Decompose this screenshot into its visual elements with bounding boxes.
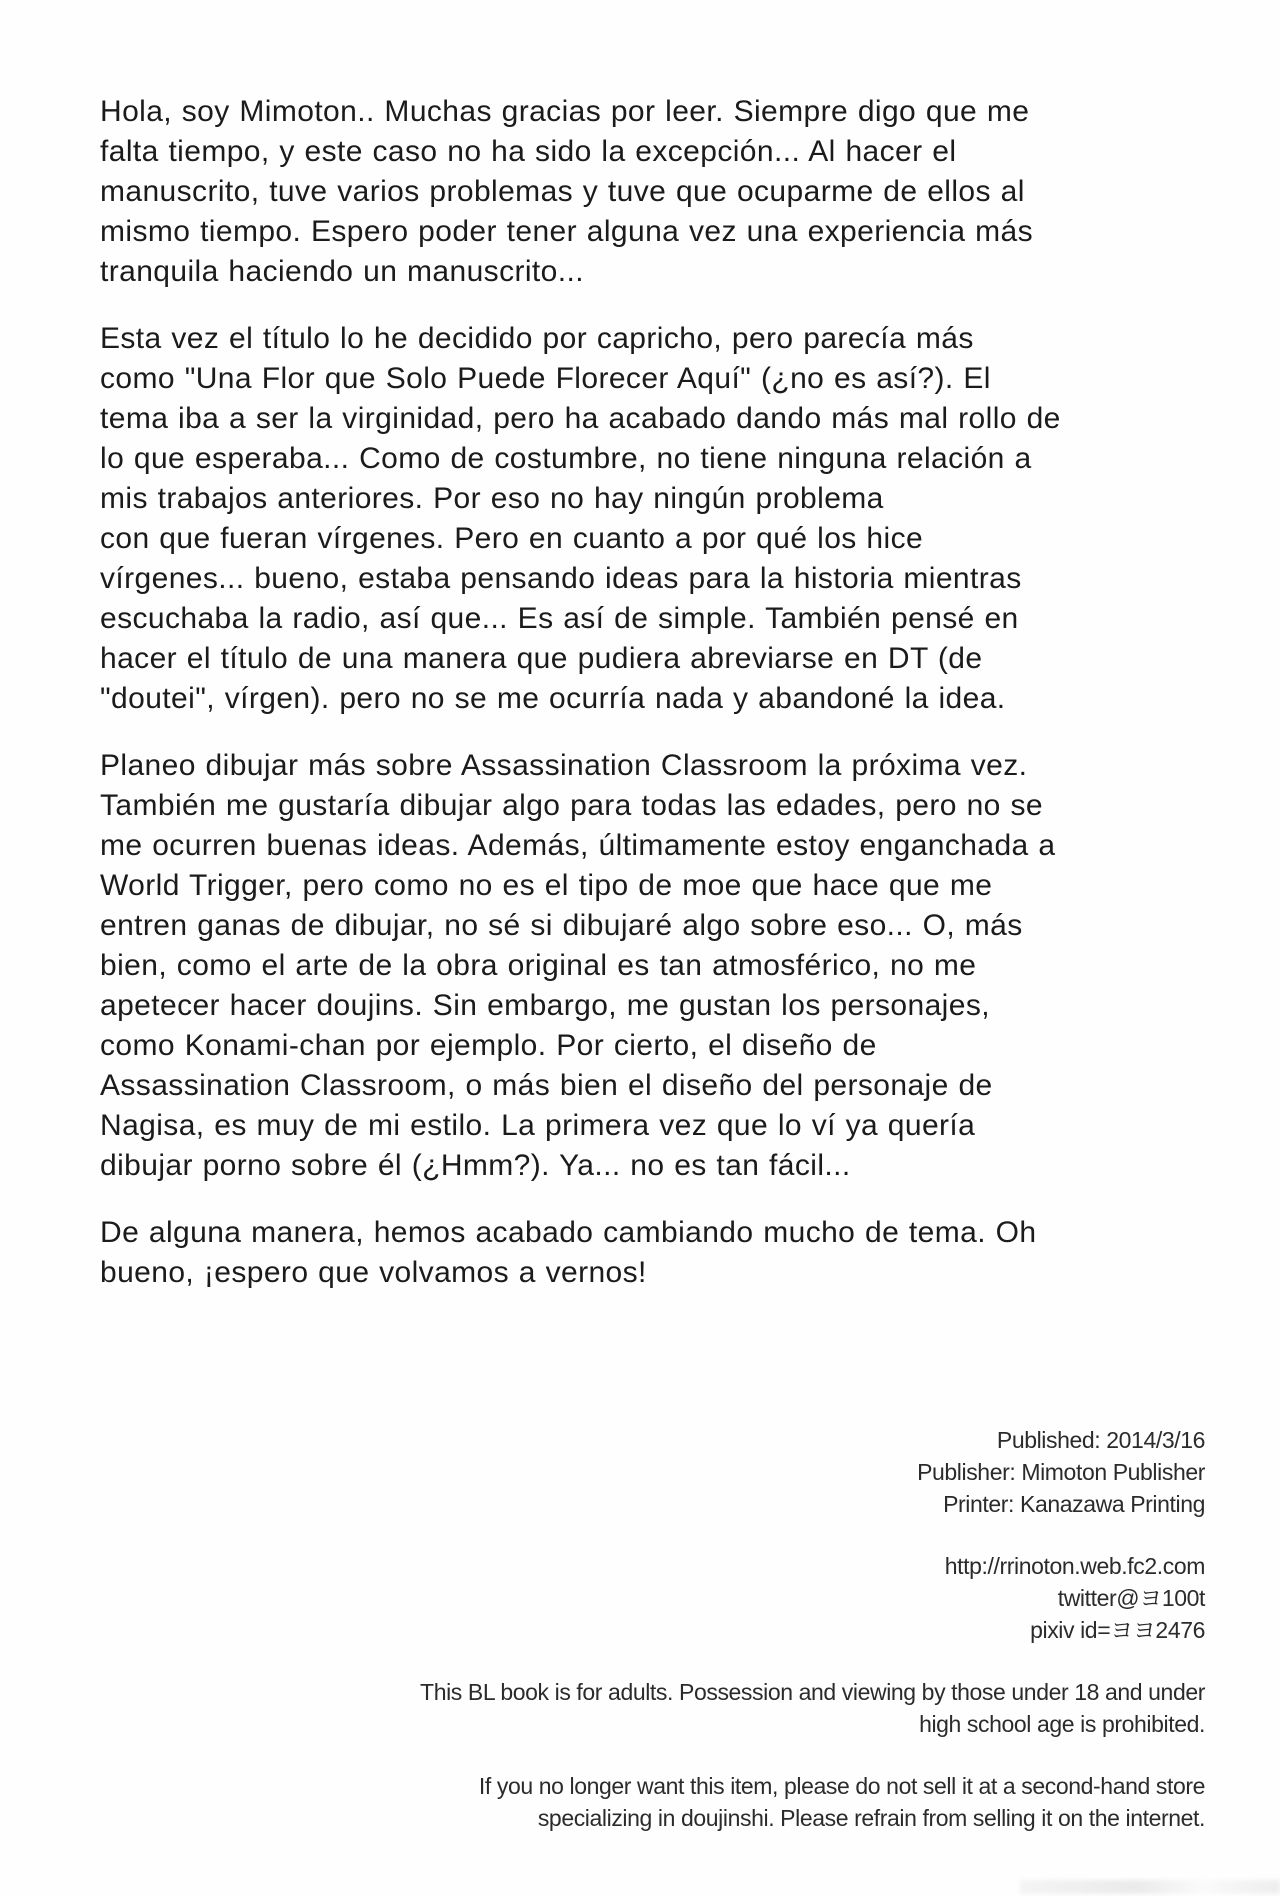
text-line: me ocurren buenas ideas. Además, últimamente estoy enganchada a (100, 829, 1056, 862)
text-line: high school age is prohibited. (919, 1711, 1205, 1737)
colophon (205, 1424, 1205, 1864)
text-line: http://rrinoton.web.fc2.com (944, 1553, 1205, 1579)
afterword-paragraph-farewell (100, 1213, 1200, 1293)
text-line: como "Una Flor que Solo Puede Florecer Aquí" (¿no es así?). El (100, 362, 991, 395)
contact-info (205, 1550, 1205, 1646)
afterword-paragraph-greeting (100, 92, 1200, 292)
text-line: tema iba a ser la virginidad, pero ha acabado dando más mal rollo de (100, 402, 1061, 435)
text-line: Assassination Classroom, o más bien el diseño del personaje de (100, 1069, 993, 1102)
text-line: World Trigger, pero como no es el tipo de moe que hace que me (100, 869, 993, 902)
text-line: manuscrito, tuve varios problemas y tuve que ocuparme de ellos al (100, 175, 1025, 208)
text-line: De alguna manera, hemos acabado cambiando mucho de tema. Oh (100, 1216, 1037, 1249)
text-line: como Konami-chan por ejemplo. Por cierto, el diseño de (100, 1029, 877, 1062)
text-line: bueno, ¡espero que volvamos a vernos! (100, 1256, 647, 1289)
text-line: mismo tiempo. Espero poder tener alguna vez una experiencia más (100, 215, 1034, 248)
text-line: lo que esperaba... Como de costumbre, no tiene ninguna relación a (100, 442, 1032, 475)
text-line: vírgenes... bueno, estaba pensando ideas para la historia mientras (100, 562, 1022, 595)
text-line: Esta vez el título lo he decidido por capricho, pero parecía más (100, 322, 974, 355)
resale-notice (205, 1770, 1205, 1834)
text-line: entren ganas de dibujar, no sé si dibujaré algo sobre eso... O, más (100, 909, 1023, 942)
text-line: escuchaba la radio, así que... Es así de simple. También pensé en (100, 602, 1019, 635)
text-line: falta tiempo, y este caso no ha sido la excepción... Al hacer el (100, 135, 957, 168)
text-line: apetecer hacer doujins. Sin embargo, me gustan los personajes, (100, 989, 990, 1022)
text-line: Planeo dibujar más sobre Assassination Classroom la próxima vez. (100, 749, 1028, 782)
text-line: dibujar porno sobre él (¿Hmm?). Ya... no es tan fácil... (100, 1149, 851, 1182)
text-line: Published: 2014/3/16 (996, 1427, 1205, 1453)
text-line: mis trabajos anteriores. Por eso no hay ningún problema (100, 482, 884, 515)
afterword-paragraph-title-explanation (100, 319, 1200, 719)
age-restriction-notice (205, 1676, 1205, 1740)
text-line: "doutei", vírgen). pero no se me ocurría nada y abandoné la idea. (100, 682, 1006, 715)
text-line: con que fueran vírgenes. Pero en cuanto a por qué los hice (100, 522, 924, 555)
publication-info (205, 1424, 1205, 1520)
text-line: This BL book is for adults. Possession and viewing by those under 18 and under (420, 1679, 1205, 1705)
text-line: twitter@ヨ100t (1057, 1585, 1205, 1611)
text-line: Printer: Kanazawa Printing (943, 1491, 1205, 1517)
text-line: hacer el título de una manera que pudiera abreviarse en DT (de (100, 642, 983, 675)
afterword-text (100, 92, 1200, 1320)
text-line: Publisher: Mimoton Publisher (917, 1459, 1205, 1485)
text-line: Hola, soy Mimoton.. Muchas gracias por leer. Siempre digo que me (100, 95, 1030, 128)
text-line: pixiv id=ヨヨ2476 (1030, 1617, 1205, 1643)
text-line: bien, como el arte de la obra original es tan atmosférico, no me (100, 949, 977, 982)
text-line: tranquila haciendo un manuscrito... (100, 255, 584, 288)
text-line: Nagisa, es muy de mi estilo. La primera vez que lo ví ya quería (100, 1109, 976, 1142)
scan-artifact (1020, 1880, 1280, 1894)
text-line: If you no longer want this item, please do not sell it at a second-hand store (478, 1773, 1205, 1799)
text-line: specializing in doujinshi. Please refrain from selling it on the internet. (537, 1805, 1205, 1831)
afterword-paragraph-future-plans (100, 746, 1200, 1186)
text-line: También me gustaría dibujar algo para todas las edades, pero no se (100, 789, 1043, 822)
